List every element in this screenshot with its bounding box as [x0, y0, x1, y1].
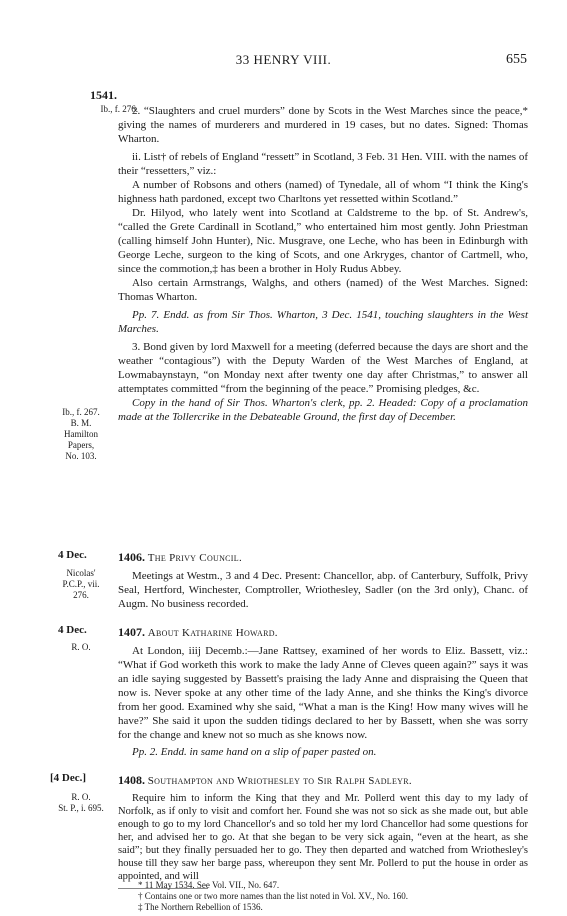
- margin-ref: R. O.: [71, 642, 91, 652]
- entry-title: Southampton and Wriothesley to Sir Ralph Sadleyr.: [147, 775, 412, 787]
- margin-ref: B. M.: [70, 418, 92, 428]
- margin-date: [4 Dec.]: [50, 772, 87, 784]
- entry-title: About Katharine Howard.: [147, 627, 278, 639]
- margin-ref-block: [50, 407, 112, 462]
- running-header: [0, 52, 567, 70]
- margin-ref: Ib., f. 276.: [100, 104, 138, 114]
- margin-date: 4 Dec.: [58, 549, 87, 561]
- page-number: 655: [506, 52, 527, 67]
- paragraph: Dr. Hilyod, who lately went into Scotland at Caldstreme to the bp. of St. Andrew's, “called the Grete Cardinall in Scotland,” who entertained him most gently. John Priestman (calling himself John Hunter), Nic. Musgrave, one Leche, who has been in Edinburgh with George Leche, surgeon to the king of Scots, and one Arkryges, chantor of Cartmell, who, since the commotion,‡ has been a brother in Holy Rudus Abbey.: [118, 207, 528, 275]
- entry-text: Meetings at Westm., 3 and 4 Dec. Present: Chancellor, abp. of Canterbury, Suffolk, Privy Seal, Hertford, Winchester, Comptroller, Wriothesley, Sadler (on the 3rd only), Chanc. of Augm. No business recorded.: [118, 570, 528, 610]
- copy-note: Copy in the hand of Sir Thos. Wharton's clerk, pp. 2. Headed: Copy of a proclamation made at the Tollercrike in the Debateable Ground, the first day of December.: [118, 397, 528, 423]
- margin-ref: Papers,: [67, 440, 95, 450]
- entry-number: 1407.: [118, 625, 145, 639]
- endorsement: Pp. 2. Endd. in same hand on a slip of paper pasted on.: [132, 746, 377, 758]
- margin-ref: No. 103.: [65, 451, 97, 461]
- margin-ref: P.C.P., vii.: [62, 579, 100, 589]
- footnote: ‡ The Northern Rebellion of 1536.: [138, 902, 263, 912]
- paragraph: ii. List† of rebels of England “ressett” in Scotland, 3 Feb. 31 Hen. VIII. with the names of their “ressetters,” viz.:: [118, 151, 528, 177]
- margin-year: 1541.: [90, 88, 117, 102]
- paragraph: 3. Bond given by lord Maxwell for a meeting (deferred because the days are short and the weather “contagious”) with the Deputy Warden of the West Marches of England, at Lowmabaynstayn, “on Monday next after twenty one day after Christmas,” to answer all attemptates committed “from the beginning of the peace.” Promising pledges, &c.: [118, 341, 528, 395]
- paragraph: 2. “Slaughters and cruel murders” done by Scots in the West Marches since the peace,* giving the names of murderers and murdered in 19 cases, but no dates. Signed: Thomas Wharton.: [118, 105, 528, 145]
- entry-1408: [118, 773, 528, 883]
- entry-number: 1406.: [118, 550, 145, 564]
- margin-ref: St. P., i. 695.: [58, 803, 104, 813]
- entry-1407: [118, 625, 528, 759]
- margin-ref: Ib., f. 267.: [62, 407, 100, 417]
- entry-text: At London, iiij Decemb.:—Jane Rattsey, examined of her words to Eliz. Bassett, viz.: “What if God worketh this work to make the lady Anne of Cleves queen again?” says it was an idle saying suggested by Bassett's praising the lady Anne and dispraising the Queen that now is. Never spoke at any other time of the lady Anne, and she thinks the King's divorce from her good. Examined why she said, “What a man is the King! How many wives will he have?” She said it upon the sudden tidings declared to her by Bassett, when she was sorry for the change and knew not so much as she knows now.: [118, 645, 528, 741]
- header-title: 33 HENRY VIII.: [235, 52, 332, 67]
- margin-ref: 276.: [73, 590, 89, 600]
- entry-1406: [118, 550, 528, 611]
- margin-ref-block: [50, 568, 112, 601]
- margin-ref: Hamilton: [64, 429, 98, 439]
- footnote: * 11 May 1534. See Vol. VII., No. 647.: [138, 880, 280, 890]
- margin-ref: Nicolas': [66, 568, 96, 578]
- entry-text: Require him to inform the King that they and Mr. Pollerd went this day to my lady of Norfolk, as if only to visit and comfort her. Found she was not so sick as she made out, but able enough to go to my lord Chancellor's and so told her my lord Chancellor had some questions for her, and advised her to go. At that she began to be very sick again, “even at the heart, as she said”; but they finally persuaded her to go. They then departed and watched from Wriothesley's house till they saw her barge pass, whereupon they sent Mr. Pollerd to put the house in order as appointed, and will: [118, 793, 528, 882]
- endorsement: Pp. 7. Endd. as from Sir Thos. Wharton, 3 Dec. 1541, touching slaughters in the West Marches.: [118, 309, 528, 335]
- footnote: † Contains one or two more names than the list noted in Vol. XV., No. 160.: [138, 891, 408, 901]
- paragraph: A number of Robsons and others (named) of Tynedale, all of whom “I think the King's highness hath pardoned, except two Charltons yet ressetted within Scotland.”: [118, 179, 528, 205]
- entry-title: The Privy Council.: [147, 552, 243, 564]
- margin-date: 4 Dec.: [58, 624, 87, 636]
- margin-ref: R. O.: [71, 792, 91, 802]
- footnotes: [118, 880, 538, 913]
- paragraph: Also certain Armstrangs, Walghs, and others (named) of the West Marches. Signed: Thomas Wharton.: [118, 277, 528, 303]
- margin-ref-block: [50, 792, 112, 814]
- entry-number: 1408.: [118, 773, 145, 787]
- entry-1405-continued: [118, 104, 528, 424]
